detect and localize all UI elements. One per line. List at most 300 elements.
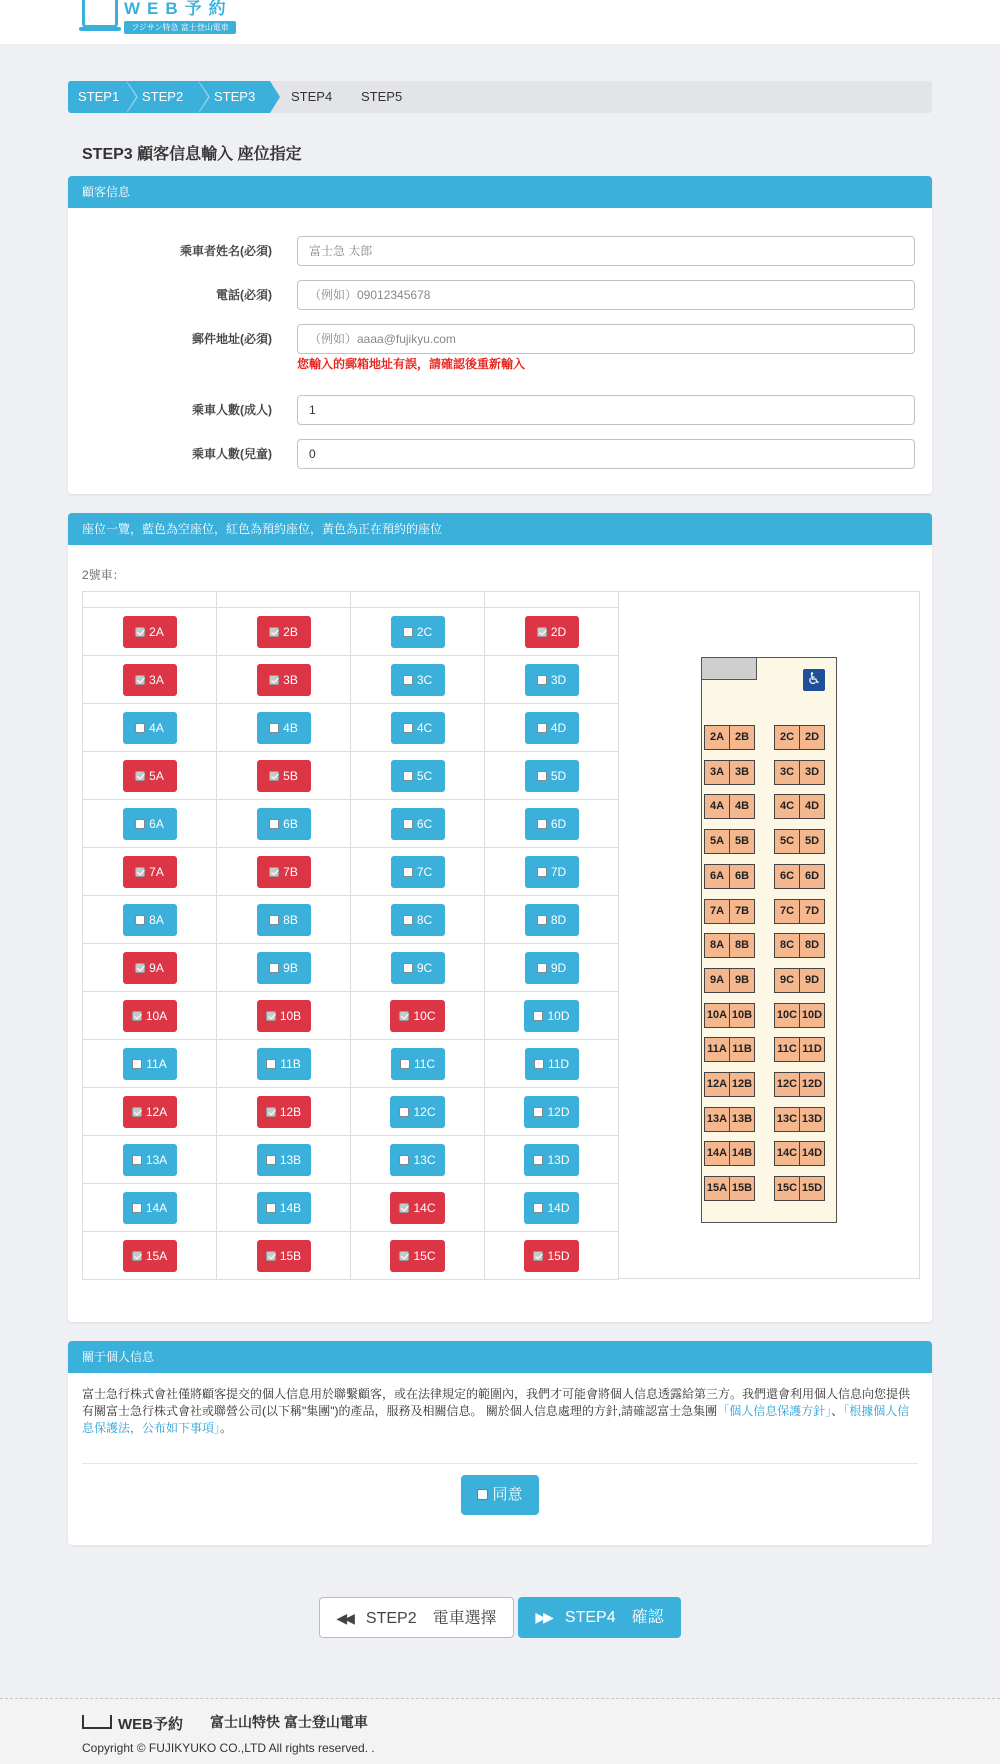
seat-checkbox[interactable] — [403, 819, 413, 829]
seat-checkbox[interactable] — [135, 915, 145, 925]
seat-cell — [217, 896, 351, 944]
seat-cell — [485, 848, 619, 896]
seat-checkbox[interactable] — [399, 1203, 409, 1213]
seat-cell — [217, 656, 351, 704]
seat-checkbox[interactable] — [269, 915, 279, 925]
seat-label: 13D — [547, 1152, 570, 1167]
seat-4a-button[interactable] — [123, 712, 177, 744]
seat-4b-button[interactable] — [257, 712, 311, 744]
seat-label: 2D — [550, 624, 567, 639]
map-seat-9c: 9C — [774, 968, 800, 993]
map-seat-5b: 5B — [729, 829, 755, 854]
seat-label: 15B — [279, 1248, 302, 1263]
seat-checkbox[interactable] — [403, 963, 413, 973]
seat-label: 12A — [145, 1104, 168, 1119]
footer — [0, 1698, 1000, 1764]
seat-14c-button[interactable] — [390, 1192, 444, 1224]
seat-checkbox[interactable] — [537, 771, 547, 781]
seat-label: 12D — [547, 1104, 570, 1119]
seat-13d-button[interactable] — [524, 1144, 578, 1176]
seat-cell — [217, 992, 351, 1040]
seat-checkbox[interactable] — [269, 627, 279, 637]
map-seat-5a: 5A — [704, 829, 730, 854]
seat-checkbox[interactable] — [403, 771, 413, 781]
seat-checkbox[interactable] — [537, 819, 547, 829]
privacy-panel — [68, 1341, 932, 1545]
seat-cell — [351, 1088, 485, 1136]
map-seat-6a: 6A — [704, 864, 730, 889]
map-seat-4d: 4D — [799, 794, 825, 819]
name-input[interactable] — [297, 236, 915, 266]
seat-5b-button[interactable] — [257, 760, 311, 792]
seat-label: 8B — [283, 912, 298, 927]
seat-cell — [217, 1040, 351, 1088]
map-seat-2c: 2C — [774, 725, 800, 750]
map-seat-9b: 9B — [729, 968, 755, 993]
seat-checkbox[interactable] — [537, 675, 547, 685]
map-seat-13b: 13B — [729, 1107, 755, 1132]
seat-label: 12C — [413, 1104, 436, 1119]
seat-checkbox[interactable] — [135, 675, 145, 685]
map-seat-2d: 2D — [799, 725, 825, 750]
seat-2d-button[interactable] — [525, 616, 579, 648]
seat-checkbox[interactable] — [537, 867, 547, 877]
seat-row — [83, 800, 619, 848]
name-row — [68, 236, 932, 266]
seat-3c-button[interactable] — [391, 664, 445, 696]
seat-5d-button[interactable] — [525, 760, 579, 792]
seat-8b-button[interactable] — [257, 904, 311, 936]
seat-cell — [485, 800, 619, 848]
seat-3d-button[interactable] — [525, 664, 579, 696]
phone-row — [68, 280, 932, 310]
seat-row — [83, 944, 619, 992]
seat-14a-button[interactable] — [123, 1192, 177, 1224]
privacy-end: 。 — [220, 1421, 233, 1435]
page-title: STEP3 顧客信息輸入 座位指定 — [82, 146, 302, 163]
seat-cell — [485, 1136, 619, 1184]
seat-checkbox[interactable] — [533, 1203, 543, 1213]
map-seat-14b: 14B — [729, 1141, 755, 1166]
seat-8c-button[interactable] — [391, 904, 445, 936]
seat-checkbox[interactable] — [135, 771, 145, 781]
map-seat-7c: 7C — [774, 899, 800, 924]
map-seat-15a: 15A — [704, 1176, 730, 1201]
seat-panel-heading: 座位一覽，藍色為空座位，紅色為預約座位，黃色為正在預約的座位 — [68, 513, 932, 545]
seat-checkbox[interactable] — [135, 723, 145, 733]
seat-13b-button[interactable] — [257, 1144, 311, 1176]
privacy-policy-link[interactable]: 「個人信息保護方針」 — [717, 1404, 832, 1418]
phone-input[interactable] — [297, 280, 915, 310]
map-seat-14c: 14C — [774, 1141, 800, 1166]
seat-12b-button[interactable] — [257, 1096, 311, 1128]
seat-14d-button[interactable] — [524, 1192, 578, 1224]
seat-cell — [485, 1232, 619, 1280]
seat-checkbox[interactable] — [399, 1107, 409, 1117]
seat-cell — [217, 848, 351, 896]
seat-label: 8C — [416, 912, 433, 927]
seat-label: 12B — [279, 1104, 302, 1119]
name-label: 乘車者姓名(必須) — [180, 244, 272, 258]
seat-14b-button[interactable] — [257, 1192, 311, 1224]
seat-label: 7C — [416, 864, 433, 879]
map-seat-15b: 15B — [729, 1176, 755, 1201]
seat-cell — [485, 992, 619, 1040]
seat-cell — [351, 800, 485, 848]
seat-label: 5C — [416, 768, 433, 783]
seat-label: 8D — [550, 912, 567, 927]
door-area — [702, 658, 757, 680]
seat-checkbox[interactable] — [269, 723, 279, 733]
seat-cell — [217, 1232, 351, 1280]
adults-label: 乘車人數(成人) — [192, 403, 272, 417]
map-seat-12b: 12B — [729, 1072, 755, 1097]
seat-label: 4D — [550, 720, 567, 735]
seat-cell — [217, 608, 351, 656]
seat-row — [83, 992, 619, 1040]
seat-9b-button[interactable] — [257, 952, 311, 984]
map-seat-4b: 4B — [729, 794, 755, 819]
car-label: 2號車： — [82, 568, 125, 582]
seat-cell — [217, 1136, 351, 1184]
seat-6d-button[interactable] — [525, 808, 579, 840]
seat-checkbox[interactable] — [399, 1251, 409, 1261]
map-seat-12d: 12D — [799, 1072, 825, 1097]
seat-label: 8A — [149, 912, 164, 927]
seat-cell — [351, 944, 485, 992]
top-bar — [0, 0, 1000, 44]
seat-label: 14C — [413, 1200, 436, 1215]
seat-row — [83, 704, 619, 752]
seat-cell — [485, 752, 619, 800]
seat-cell — [83, 704, 217, 752]
seat-label: 6C — [416, 816, 433, 831]
map-seat-4a: 4A — [704, 794, 730, 819]
seat-checkbox[interactable] — [399, 1011, 409, 1021]
seat-checkbox[interactable] — [537, 627, 547, 637]
map-seat-3a: 3A — [704, 760, 730, 785]
seat-cell — [351, 1184, 485, 1232]
seat-12a-button[interactable] — [123, 1096, 177, 1128]
map-seat-14d: 14D — [799, 1141, 825, 1166]
seat-label: 2B — [283, 624, 298, 639]
seat-checkbox[interactable] — [269, 963, 279, 973]
seat-9a-button[interactable] — [123, 952, 177, 984]
map-seat-15d: 15D — [799, 1176, 825, 1201]
seat-checkbox[interactable] — [132, 1203, 142, 1213]
step-3: STEP3 — [198, 81, 270, 113]
seat-checkbox[interactable] — [403, 675, 413, 685]
map-seat-10c: 10C — [774, 1003, 800, 1028]
map-seat-12c: 12C — [774, 1072, 800, 1097]
seat-cell — [83, 848, 217, 896]
seat-checkbox[interactable] — [132, 1155, 142, 1165]
seat-15a-button[interactable] — [123, 1240, 177, 1272]
seat-label: 9C — [416, 960, 433, 975]
map-seat-3b: 3B — [729, 760, 755, 785]
seat-7b-button[interactable] — [257, 856, 311, 888]
seat-checkbox[interactable] — [269, 675, 279, 685]
seat-table — [82, 591, 619, 1280]
seat-7c-button[interactable] — [391, 856, 445, 888]
seat-7d-button[interactable] — [525, 856, 579, 888]
seat-panel — [68, 513, 932, 1322]
seat-label: 2A — [149, 624, 164, 639]
children-row — [68, 439, 932, 469]
seat-checkbox[interactable] — [533, 1107, 543, 1117]
seat-label: 14B — [279, 1200, 302, 1215]
map-seat-2b: 2B — [729, 725, 755, 750]
seat-12c-button[interactable] — [390, 1096, 444, 1128]
next-step-label: STEP4 確認 — [564, 1609, 664, 1626]
map-seat-3c: 3C — [774, 760, 800, 785]
children-label: 乘車人數(兒童) — [192, 447, 272, 461]
seat-2b-button[interactable] — [257, 616, 311, 648]
seat-7a-button[interactable] — [123, 856, 177, 888]
seat-label: 15A — [145, 1248, 168, 1263]
seat-label: 11B — [280, 1056, 301, 1071]
map-seat-7b: 7B — [729, 899, 755, 924]
seat-checkbox[interactable] — [135, 627, 145, 637]
map-seat-10b: 10B — [729, 1003, 755, 1028]
seat-checkbox[interactable] — [269, 771, 279, 781]
seat-8d-button[interactable] — [525, 904, 579, 936]
seat-checkbox[interactable] — [135, 867, 145, 877]
map-seat-7a: 7A — [704, 899, 730, 924]
seat-9d-button[interactable] — [525, 952, 579, 984]
seat-cell — [351, 1136, 485, 1184]
seat-checkbox[interactable] — [266, 1107, 276, 1117]
seat-label: 2C — [416, 624, 433, 639]
seat-label: 5D — [550, 768, 567, 783]
seat-checkbox[interactable] — [132, 1107, 142, 1117]
seat-cell — [217, 704, 351, 752]
map-seat-12a: 12A — [704, 1072, 730, 1097]
seat-5a-button[interactable] — [123, 760, 177, 792]
seat-label: 7D — [550, 864, 567, 879]
seat-cell — [351, 848, 485, 896]
seat-cell — [83, 1088, 217, 1136]
seat-label: 6B — [283, 816, 298, 831]
map-seat-6c: 6C — [774, 864, 800, 889]
site-logo[interactable] — [82, 0, 236, 36]
seat-cell — [351, 608, 485, 656]
seat-checkbox[interactable] — [399, 1155, 409, 1165]
map-seat-11d: 11D — [799, 1037, 825, 1062]
map-seat-13a: 13A — [704, 1107, 730, 1132]
seat-cell — [485, 944, 619, 992]
seat-11a-button[interactable] — [123, 1048, 177, 1080]
seat-label: 11A — [146, 1056, 167, 1071]
seat-11c-button[interactable] — [391, 1048, 445, 1080]
logo-text: WEB予約 — [124, 0, 233, 18]
seat-cell — [351, 1232, 485, 1280]
step-4: STEP4 — [291, 89, 333, 104]
seat-checkbox[interactable] — [403, 723, 413, 733]
prev-step-button[interactable] — [319, 1597, 514, 1638]
seat-row — [83, 752, 619, 800]
seat-cell — [83, 752, 217, 800]
map-seat-15c: 15C — [774, 1176, 800, 1201]
seat-checkbox[interactable] — [537, 963, 547, 973]
seat-row — [83, 1088, 619, 1136]
seat-6c-button[interactable] — [391, 808, 445, 840]
email-error-message: 您輸入的郵箱地址有誤，請確認後重新輸入 — [297, 357, 526, 371]
seat-2c-button[interactable] — [391, 616, 445, 648]
seat-cell — [83, 1232, 217, 1280]
seat-checkbox[interactable] — [266, 1059, 276, 1069]
seat-cell — [485, 656, 619, 704]
seat-label: 13C — [413, 1152, 436, 1167]
seat-row — [83, 1136, 619, 1184]
step-breadcrumb — [68, 81, 932, 113]
seat-checkbox[interactable] — [135, 819, 145, 829]
seat-8a-button[interactable] — [123, 904, 177, 936]
seat-cell — [217, 752, 351, 800]
seat-label: 5A — [149, 768, 164, 783]
seat-row — [83, 896, 619, 944]
seat-11d-button[interactable] — [525, 1048, 579, 1080]
step-2: STEP2 — [126, 81, 198, 113]
seat-checkbox[interactable] — [266, 1011, 276, 1021]
seat-checkbox[interactable] — [533, 1251, 543, 1261]
seat-checkbox[interactable] — [135, 963, 145, 973]
seat-cell — [485, 896, 619, 944]
seat-checkbox[interactable] — [269, 867, 279, 877]
map-seat-13d: 13D — [799, 1107, 825, 1132]
seat-15d-button[interactable] — [524, 1240, 578, 1272]
seat-cell — [217, 944, 351, 992]
seat-checkbox[interactable] — [537, 723, 547, 733]
map-seat-9d: 9D — [799, 968, 825, 993]
seat-5c-button[interactable] — [391, 760, 445, 792]
seat-cell — [83, 1136, 217, 1184]
seat-cell — [485, 1088, 619, 1136]
seat-checkbox[interactable] — [266, 1203, 276, 1213]
seat-row — [83, 608, 619, 656]
map-seat-11c: 11C — [774, 1037, 800, 1062]
phone-label: 電話(必須) — [216, 288, 272, 302]
seat-label: 14A — [145, 1200, 168, 1215]
seat-label: 7A — [149, 864, 164, 879]
children-input[interactable] — [297, 439, 915, 469]
double-right-icon: ▶▶ — [535, 1609, 551, 1625]
map-seat-10d: 10D — [799, 1003, 825, 1028]
seat-checkbox[interactable] — [533, 1155, 543, 1165]
seat-label: 10C — [413, 1008, 436, 1023]
map-seat-8d: 8D — [799, 933, 825, 958]
seat-checkbox[interactable] — [266, 1155, 276, 1165]
seat-label: 10A — [145, 1008, 168, 1023]
adults-input[interactable] — [297, 395, 915, 425]
footer-brand: 富士山特快 富士登山電車 — [210, 1714, 368, 1730]
seat-15c-button[interactable] — [390, 1240, 444, 1272]
agree-button[interactable] — [461, 1475, 539, 1515]
seat-checkbox[interactable] — [403, 867, 413, 877]
seat-11b-button[interactable] — [257, 1048, 311, 1080]
seat-label: 10B — [279, 1008, 302, 1023]
seat-3b-button[interactable] — [257, 664, 311, 696]
seat-10b-button[interactable] — [257, 1000, 311, 1032]
seat-cell — [83, 800, 217, 848]
seat-checkbox[interactable] — [534, 1059, 544, 1069]
seat-10c-button[interactable] — [390, 1000, 444, 1032]
seat-checkbox[interactable] — [533, 1011, 543, 1021]
seat-cell — [83, 1184, 217, 1232]
seat-checkbox[interactable] — [403, 915, 413, 925]
email-row — [68, 324, 932, 354]
seat-3a-button[interactable] — [123, 664, 177, 696]
map-seat-11b: 11B — [729, 1037, 755, 1062]
seat-cell — [83, 608, 217, 656]
seat-6b-button[interactable] — [257, 808, 311, 840]
map-seat-5c: 5C — [774, 829, 800, 854]
step-1: STEP1 — [68, 81, 126, 113]
seat-cell — [351, 1040, 485, 1088]
seat-label: 9D — [550, 960, 567, 975]
seat-checkbox[interactable] — [537, 915, 547, 925]
seat-cell — [83, 896, 217, 944]
seat-cell — [217, 800, 351, 848]
map-seat-6b: 6B — [729, 864, 755, 889]
footer-logo — [82, 1711, 198, 1733]
seat-12d-button[interactable] — [524, 1096, 578, 1128]
seat-label: 3C — [416, 672, 433, 687]
seat-2a-button[interactable] — [123, 616, 177, 648]
seat-checkbox[interactable] — [269, 819, 279, 829]
seat-13a-button[interactable] — [123, 1144, 177, 1176]
seat-checkbox[interactable] — [266, 1251, 276, 1261]
seat-checkbox[interactable] — [132, 1059, 142, 1069]
seat-15b-button[interactable] — [257, 1240, 311, 1272]
seat-label: 14D — [547, 1200, 570, 1215]
seat-label: 13B — [279, 1152, 302, 1167]
map-seat-5d: 5D — [799, 829, 825, 854]
map-seat-9a: 9A — [704, 968, 730, 993]
seat-cell — [83, 992, 217, 1040]
next-step-button[interactable] — [518, 1597, 681, 1638]
seat-checkbox[interactable] — [403, 627, 413, 637]
seat-cell — [351, 656, 485, 704]
seat-checkbox[interactable] — [132, 1011, 142, 1021]
seat-4c-button[interactable] — [391, 712, 445, 744]
seat-10a-button[interactable] — [123, 1000, 177, 1032]
seat-9c-button[interactable] — [391, 952, 445, 984]
agree-checkbox[interactable] — [477, 1489, 488, 1500]
seat-label: 6D — [550, 816, 567, 831]
seat-6a-button[interactable] — [123, 808, 177, 840]
seat-cell — [217, 1184, 351, 1232]
map-seat-4c: 4C — [774, 794, 800, 819]
seat-checkbox[interactable] — [132, 1251, 142, 1261]
seat-cell — [351, 992, 485, 1040]
map-seat-14a: 14A — [704, 1141, 730, 1166]
map-seat-11a: 11A — [704, 1037, 730, 1062]
seat-4d-button[interactable] — [525, 712, 579, 744]
seat-10d-button[interactable] — [524, 1000, 578, 1032]
privacy-law-link[interactable]: 「根據個人信息保護法，公布如下事項」 — [82, 1404, 910, 1435]
seat-label: 3D — [550, 672, 567, 687]
double-left-icon: ◀◀ — [336, 1610, 352, 1626]
seat-checkbox[interactable] — [400, 1059, 410, 1069]
email-input[interactable] — [297, 324, 915, 354]
car-layout-map — [701, 657, 837, 1223]
agree-label: 同意 — [492, 1486, 523, 1503]
map-seat-2a: 2A — [704, 725, 730, 750]
seat-13c-button[interactable] — [390, 1144, 444, 1176]
map-seat-6d: 6D — [799, 864, 825, 889]
privacy-body: 富士急行株式會社僅將顧客提交的個人信息用於聯繫顧客，或在法律規定的範圍內，我們才可能會將個人信息透露給第三方。我們還會利用個人信息向您提供有關富士急行株式會社或聯營公司(以下稱"集團")的產品，服務及相關信息。 關於個人信息處理的方針,請確認富士急集團 — [82, 1387, 911, 1418]
